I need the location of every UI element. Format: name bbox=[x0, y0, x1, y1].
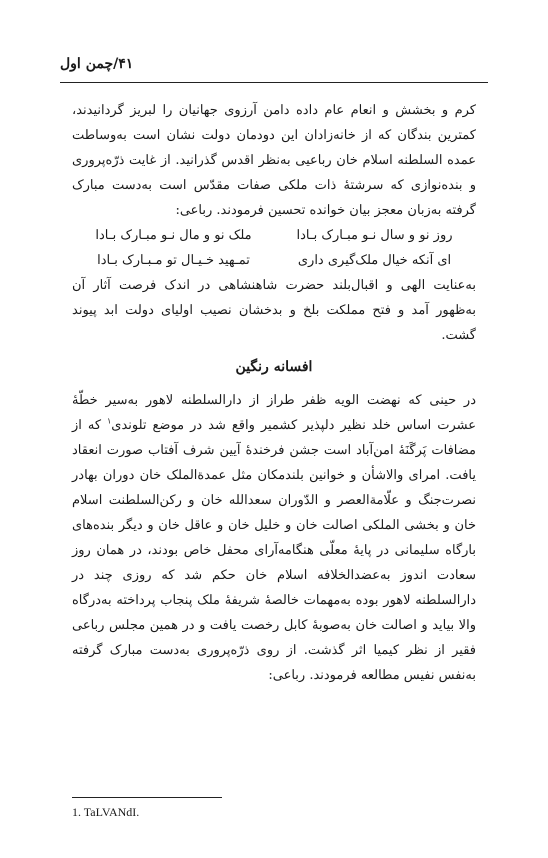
running-head: ۴۱/چمن اول bbox=[60, 56, 134, 72]
paragraph-3 bbox=[72, 388, 476, 688]
main-text bbox=[72, 98, 476, 688]
footnote: 1. TaLVANdI. bbox=[72, 805, 140, 819]
text-line: بنده‌نوازی که سرشتهٔ ذات ملکی صفات مقدّس است به‌دست مبارک گرفته bbox=[72, 178, 476, 218]
paragraph-2 bbox=[72, 273, 476, 348]
section-heading: افسانه رنگین bbox=[235, 359, 313, 375]
paragraph-text: در حینی که نهضت الویه ظفر طراز از دارالسلطنه لاهور به‌سیر خطّهٔ عشرت اساس خلد نظیر دلپذیر کشمیر واقع شد در موضع تلوندی bbox=[72, 393, 476, 433]
footnote-marker: ۱ bbox=[106, 416, 112, 426]
paragraph-text: که از مضافات پَرگَنَهٔ امن‌آباد است جشن فرخندهٔ آیین شرف آفتاب صورت انعقاد یافت. امرای والاشأن و خوانین بلندمکان مثل عمدةالملک خان دوران بهادر نصرت‌جنگ و علّامةالعصر و الدّوران سعدالله خان و رکن‌السلطنت اسلام خان و بخشی الملکی اصالت خان و خلیل خان و عاقل خان و دیگر بنده‌های بارگاه سلیمانی در پایهٔ معلّی هنگامه‌آرای محفل خاص بودند، در همان روز سعادت اندوز به‌عضدالخلافه اسلام خان حکم شد که روزی چند در دارالسلطنه لاهور بوده به‌مهمات خالصهٔ شریفهٔ ملک پنجاب پرداخته به‌درگاه والا بیاید و اصالت خان به‌صوبهٔ کابل رخصت یافت و در همین مجلس رباعی فقیر از نظر کیمیا اثر گذشت. از روی ذرّه‌پروری به‌دست مبارک گرفته به‌نفس نفیس مطالعه فرمودند. رباعی: bbox=[72, 418, 477, 683]
text-line: عمده السلطنه اسلام خان رباعیی به‌نظر اقدس گذرانید. از غایت ذرّه‌پروری و bbox=[72, 153, 476, 193]
hemistich-left: تمـهید خـیـال تو مـبـارک بـادا bbox=[97, 253, 250, 268]
paragraph-1 bbox=[72, 98, 476, 223]
hemistich-left: ملک نو و مال نـو مبـارک بـادا bbox=[95, 228, 252, 243]
text-line: به‌عنایت الهی و اقبال‌بلند حضرت شاهنشاهی در اندک فرصت آثار آن به‌ظهور bbox=[72, 278, 476, 318]
page-header bbox=[60, 52, 488, 78]
text-line: کمترین بندگان که از خانه‌زادان این دودمان دولت نشان است به‌وساطت bbox=[72, 128, 476, 143]
footnote-rule bbox=[72, 797, 222, 798]
text-line: کرم و بخشش و انعام عام داده دامن آرزوی جهانیان را لبریز گردانیدند، bbox=[72, 103, 476, 118]
text-line: آمد و فتح مملکت بلخ و بدخشان نصیب اولیای دولت ابد پیوند گشت. bbox=[72, 303, 476, 343]
verse-line bbox=[72, 223, 476, 248]
verse-line bbox=[72, 248, 476, 273]
header-rule bbox=[60, 82, 488, 83]
hemistich-right: ای آنکه خیال ملک‌گیری داری bbox=[297, 253, 452, 268]
text-line: به‌زبان معجز بیان خوانده تحسین فرمودند. رباعی: bbox=[175, 203, 442, 218]
hemistich-right: روز نو و سال نـو مبـارک بـادا bbox=[296, 228, 453, 243]
